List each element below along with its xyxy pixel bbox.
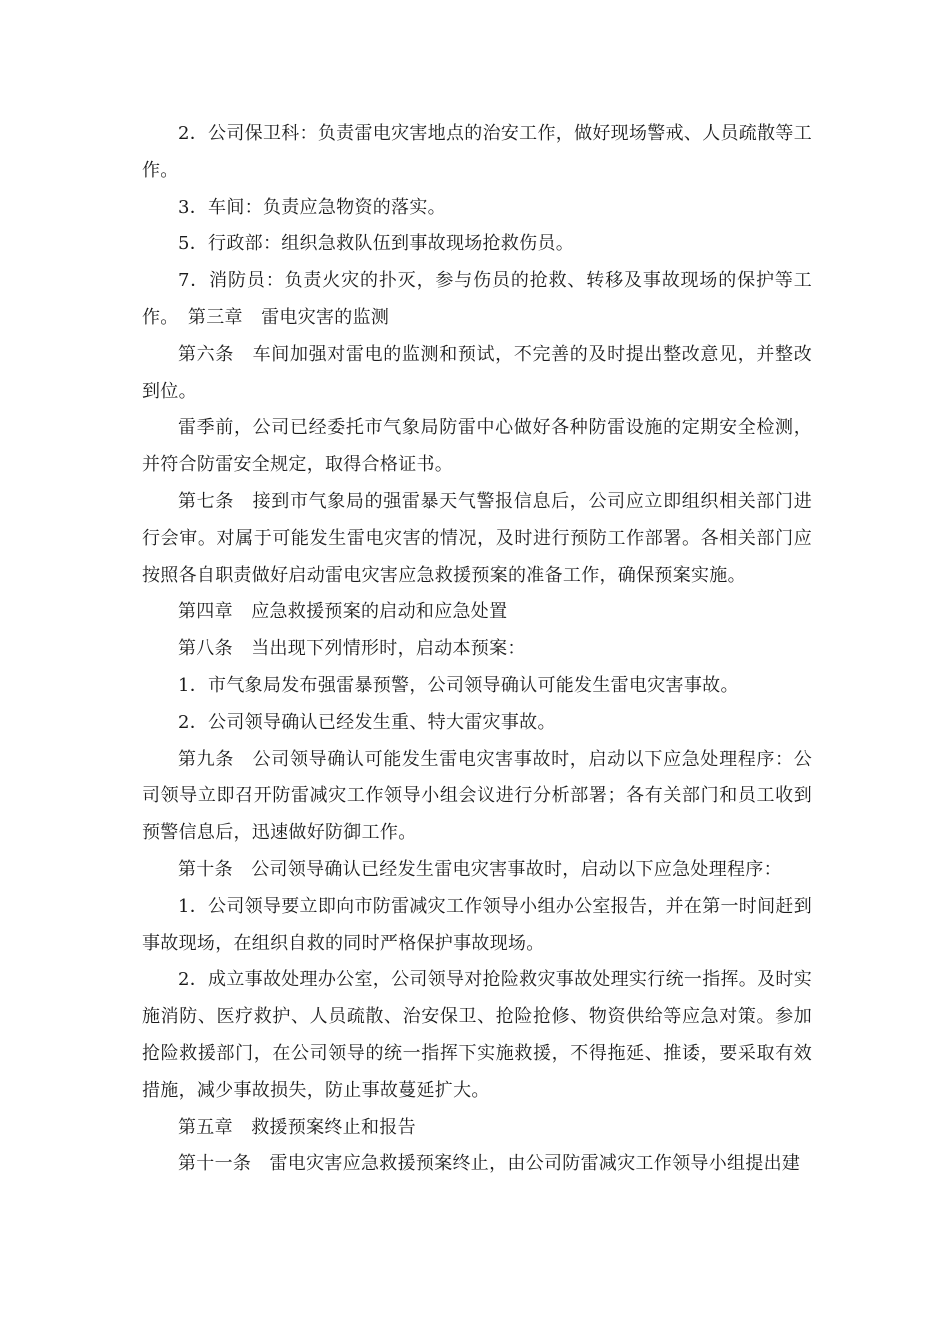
paragraph-condition-1: 1．市气象局发布强雷暴预警，公司领导确认可能发生雷电灾害事故。 — [178, 674, 739, 696]
paragraph-admin-dept: 5．行政部：组织急救队伍到事故现场抢救伤员。 — [178, 233, 575, 255]
paragraph-article-8: 第八条 当出现下列情形时，启动本预案： — [178, 638, 526, 660]
paragraph-article-9: 第九条 公司领导确认可能发生雷电灾害事故时，启动以下应急处理程序：公司领导立即召开防雷减灾工作领导小组会议进行分析部署；各有关部门和员工收到预警信息后，迅速做好防御工作。 — [142, 748, 812, 844]
paragraph-firefighter: 7．消防员：负责火灾的扑灭，参与伤员的抢救、转移及事故现场的保护等工作。 第三章 雷电灾害的监测 — [142, 270, 812, 328]
paragraph-workshop: 3．车间：负责应急物资的落实。 — [178, 196, 446, 218]
paragraph-pre-season: 雷季前，公司已经委托市气象局防雷中心做好各种防雷设施的定期安全检测，并符合防雷安全规定，取得合格证书。 — [142, 417, 812, 476]
paragraph-security-dept: 2．公司保卫科：负责雷电灾害地点的治安工作，做好现场警戒、人员疏散等工作。 — [142, 123, 812, 181]
paragraph-condition-2: 2．公司领导确认已经发生重、特大雷灾事故。 — [178, 711, 556, 733]
paragraph-article-6: 第六条 车间加强对雷电的监测和预试，不完善的及时提出整改意见，并整改到位。 — [142, 343, 812, 402]
paragraph-article-7: 第七条 接到市气象局的强雷暴天气警报信息后，公司应立即组织相关部门进行会审。对属于可能发生雷电灾害的情况，及时进行预防工作部署。各相关部门应按照各自职责做好启动雷电灾害应急救援预案的准备工作，确保预案实施。 — [142, 490, 812, 586]
chapter-4-heading: 第四章 应急救援预案的启动和应急处置 — [178, 601, 508, 623]
paragraph-procedure-1: 1．公司领导要立即向市防雷减灾工作领导小组办公室报告，并在第一时间赶到事故现场，在组织自救的同时严格保护事故现场。 — [142, 895, 812, 954]
paragraph-procedure-2: 2．成立事故处理办公室，公司领导对抢险救灾事故处理实行统一指挥。及时实施消防、医疗救护、人员疏散、治安保卫、抢险抢修、物资供给等应急对策。参加抢险救援部门，在公司领导的统一指挥下实施救援，不得拖延、推诿，要采取有效措施，减少事故损失，防止事故蔓延扩大。 — [142, 969, 812, 1101]
document-body — [142, 116, 812, 1183]
chapter-5-heading: 第五章 救援预案终止和报告 — [178, 1116, 416, 1138]
paragraph-article-10: 第十条 公司领导确认已经发生雷电灾害事故时，启动以下应急处理程序： — [178, 858, 782, 880]
paragraph-article-11: 第十一条 雷电灾害应急救援预案终止，由公司防雷减灾工作领导小组提出建 — [178, 1153, 801, 1175]
